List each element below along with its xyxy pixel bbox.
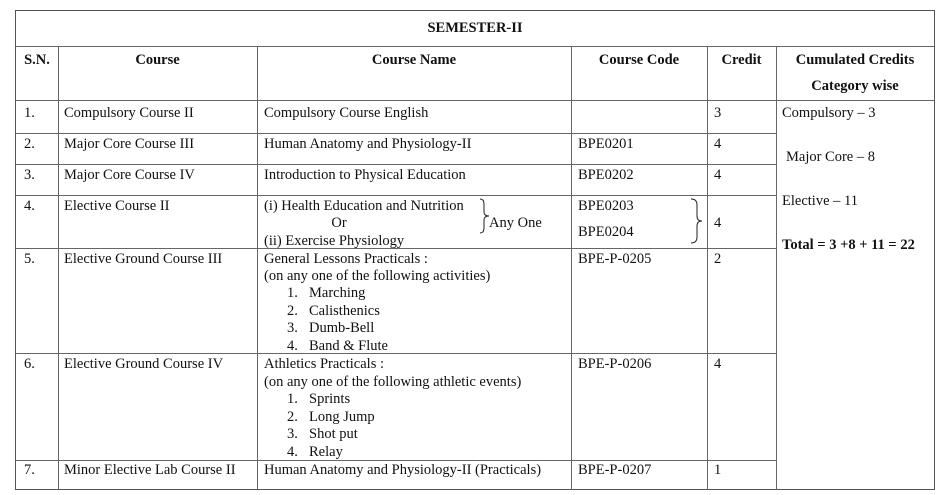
row-7-course: Minor Elective Lab Course II <box>64 462 236 478</box>
row-5-code: BPE-P-0205 <box>578 251 652 267</box>
row-3-course: Major Core Course IV <box>64 167 195 183</box>
row-4-any-one: Any One <box>489 215 542 231</box>
row-6-title: Athletics Practicals : <box>264 356 384 372</box>
row-2-code: BPE0201 <box>578 136 634 152</box>
row-6-subtitle: (on any one of the following athletic events) <box>264 374 522 390</box>
semester-table <box>15 10 935 490</box>
summary-total: Total = 3 +8 + 11 = 22 <box>782 237 915 253</box>
row-5-sn: 5. <box>24 251 35 267</box>
row-7-code: BPE-P-0207 <box>578 462 652 478</box>
list-item: 4. Relay <box>287 443 343 460</box>
row-3-sn: 3. <box>24 167 35 183</box>
summary-compulsory: Compulsory – 3 <box>782 105 876 121</box>
list-item: 2. Long Jump <box>287 408 375 425</box>
list-item: 4. Band & Flute <box>287 337 388 354</box>
row-2-credit: 4 <box>714 136 722 152</box>
row-2-sn: 2. <box>24 136 35 152</box>
row-7-name: Human Anatomy and Physiology-II (Practicals) <box>264 462 542 478</box>
row-3-credit: 4 <box>714 167 722 183</box>
row-4-code-brace <box>690 198 704 244</box>
row-4-sn: 4. <box>24 198 35 214</box>
row-7-sn: 7. <box>24 462 35 478</box>
col-divider <box>776 46 777 490</box>
summary-elective: Elective – 11 <box>782 193 858 209</box>
row-divider <box>16 195 776 196</box>
row-5-course: Elective Ground Course III <box>64 251 223 267</box>
row-2-course: Major Core Course III <box>64 136 195 152</box>
row-6-sn: 6. <box>24 356 35 372</box>
row-3-name: Introduction to Physical Education <box>264 167 466 183</box>
row-7-credit: 1 <box>714 462 722 478</box>
list-item: 3. Dumb-Bell <box>287 320 375 336</box>
row-4-course: Elective Course II <box>64 198 170 214</box>
row-4-option-2: (ii) Exercise Physiology <box>264 233 405 249</box>
header-credit: Credit <box>721 52 762 68</box>
row-divider <box>16 100 934 101</box>
header-cumulated: Cumulated Credits <box>795 52 915 68</box>
col-divider <box>257 46 258 490</box>
col-divider <box>58 46 59 490</box>
row-1-course: Compulsory Course II <box>64 105 194 121</box>
row-5-title: General Lessons Practicals : <box>264 251 428 267</box>
list-item: 3. Shot put <box>287 426 358 442</box>
list-item: 1. Sprints <box>287 391 351 407</box>
header-course-code: Course Code <box>598 52 680 68</box>
header-course-name: Course Name <box>371 52 457 68</box>
row-6-event-list <box>287 391 375 461</box>
row-5-activity-list <box>287 285 388 355</box>
row-4-option-1: (i) Health Education and Nutrition <box>264 198 464 214</box>
row-3-code: BPE0202 <box>578 167 634 183</box>
row-2-name: Human Anatomy and Physiology-II <box>264 136 472 152</box>
row-divider <box>16 133 776 134</box>
row-divider <box>16 164 776 165</box>
row-divider <box>16 46 934 47</box>
row-4-code-2: BPE0204 <box>578 224 634 240</box>
row-4-or: Or <box>331 215 347 231</box>
row-6-course: Elective Ground Course IV <box>64 356 224 372</box>
row-6-code: BPE-P-0206 <box>578 356 652 372</box>
row-5-subtitle: (on any one of the following activities) <box>264 268 491 284</box>
list-item: 1. Marching <box>287 285 366 301</box>
row-1-credit: 3 <box>714 105 722 121</box>
header-sn: S.N. <box>24 52 50 68</box>
row-divider <box>16 353 776 354</box>
row-5-credit: 2 <box>714 251 722 267</box>
col-divider <box>707 46 708 490</box>
header-category: Category wise <box>811 78 899 94</box>
summary-major: Major Core – 8 <box>786 149 875 165</box>
list-item: 2. Calisthenics <box>287 302 380 319</box>
row-6-credit: 4 <box>714 356 722 372</box>
header-course: Course <box>135 52 180 68</box>
row-4-code-1: BPE0203 <box>578 198 634 214</box>
col-divider <box>571 46 572 490</box>
row-4-credit: 4 <box>714 215 722 231</box>
semester-title: SEMESTER-II <box>427 20 523 36</box>
row-1-sn: 1. <box>24 105 35 121</box>
row-1-name: Compulsory Course English <box>264 105 429 121</box>
